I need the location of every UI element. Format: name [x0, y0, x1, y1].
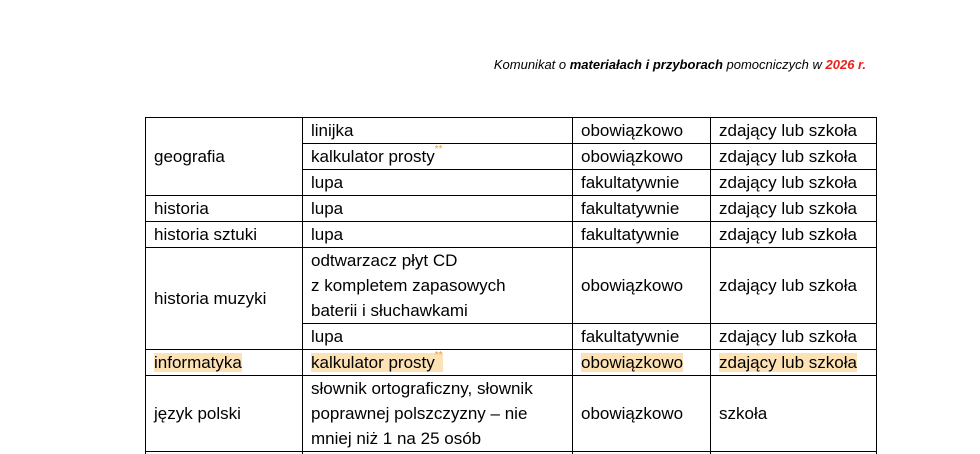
material-text: lupa [311, 199, 343, 218]
table-row [146, 222, 877, 248]
status-text: obowiązkowo [581, 353, 683, 372]
status-cell [573, 222, 711, 248]
table-row-highlighted [146, 350, 877, 376]
status-text: fakultatywnie [581, 173, 679, 192]
provider-cell [711, 324, 877, 350]
status-text: fakultatywnie [581, 199, 679, 218]
material-cell [303, 222, 573, 248]
provider-cell [711, 350, 877, 376]
status-cell [573, 350, 711, 376]
material-cell [303, 376, 573, 452]
subject-cell [146, 222, 303, 248]
material-cell [303, 324, 573, 350]
footnote-marker: ** [435, 144, 443, 155]
provider-cell [711, 248, 877, 324]
provider-cell [711, 144, 877, 170]
provider-cell [711, 196, 877, 222]
material-cell [303, 196, 573, 222]
table-row [146, 248, 877, 324]
provider-text: zdający lub szkoła [719, 121, 857, 140]
provider-text: zdający lub szkoła [719, 199, 857, 218]
subject-name: historia [154, 199, 209, 218]
status-text: obowiązkowo [581, 404, 683, 423]
status-text: obowiązkowo [581, 147, 683, 166]
provider-text: zdający lub szkoła [719, 353, 857, 372]
provider-text: szkoła [719, 404, 767, 423]
subject-cell [146, 196, 303, 222]
material-cell [303, 248, 573, 324]
subject-cell [146, 118, 303, 196]
provider-cell [711, 170, 877, 196]
subject-name: historia sztuki [154, 225, 257, 244]
subject-name: informatyka [154, 353, 242, 372]
table-row [146, 376, 877, 452]
status-cell [573, 170, 711, 196]
status-text: obowiązkowo [581, 276, 683, 295]
footnote-marker: ** [435, 350, 443, 361]
material-line: odtwarzacz płyt CD [311, 248, 572, 273]
status-cell [573, 248, 711, 324]
material-line: baterii i słuchawkami [311, 298, 572, 323]
header-year: 2026 r. [826, 57, 867, 72]
status-cell [573, 144, 711, 170]
status-cell [573, 196, 711, 222]
provider-cell [711, 376, 877, 452]
header-middle: pomocniczych w [723, 57, 826, 72]
subject-name: geografia [154, 147, 225, 166]
subject-name: język polski [154, 404, 241, 423]
material-text: lupa [311, 327, 343, 346]
subject-name: historia muzyki [154, 289, 266, 308]
material-text: lupa [311, 225, 343, 244]
status-text: obowiązkowo [581, 121, 683, 140]
provider-text: zdający lub szkoła [719, 276, 857, 295]
provider-cell [711, 118, 877, 144]
provider-cell [711, 222, 877, 248]
material-text: lupa [311, 173, 343, 192]
table-row [146, 196, 877, 222]
subject-cell [146, 376, 303, 452]
material-cell [303, 350, 573, 376]
material-cell [303, 118, 573, 144]
header-bold: materiałach i przyborach [570, 57, 723, 72]
header-prefix: Komunikat o [494, 57, 570, 72]
material-text: linijka [311, 121, 354, 140]
subject-cell [146, 248, 303, 350]
material-cell [303, 144, 573, 170]
subject-cell [146, 350, 303, 376]
provider-text: zdający lub szkoła [719, 225, 857, 244]
materials-table [145, 117, 877, 454]
provider-text: zdający lub szkoła [719, 173, 857, 192]
table-row [146, 118, 877, 144]
status-cell [573, 376, 711, 452]
provider-text: zdający lub szkoła [719, 327, 857, 346]
status-text: fakultatywnie [581, 327, 679, 346]
status-cell [573, 324, 711, 350]
status-cell [573, 118, 711, 144]
material-text: kalkulator prosty [311, 353, 435, 372]
material-line: z kompletem zapasowych [311, 273, 572, 298]
material-cell [303, 170, 573, 196]
provider-text: zdający lub szkoła [719, 147, 857, 166]
material-line: poprawnej polszczyzny – nie [311, 401, 572, 426]
status-text: fakultatywnie [581, 225, 679, 244]
document-header [0, 57, 866, 72]
material-line: słownik ortograficzny, słownik [311, 376, 572, 401]
material-text: kalkulator prosty [311, 147, 435, 166]
material-line: mniej niż 1 na 25 osób [311, 426, 572, 451]
